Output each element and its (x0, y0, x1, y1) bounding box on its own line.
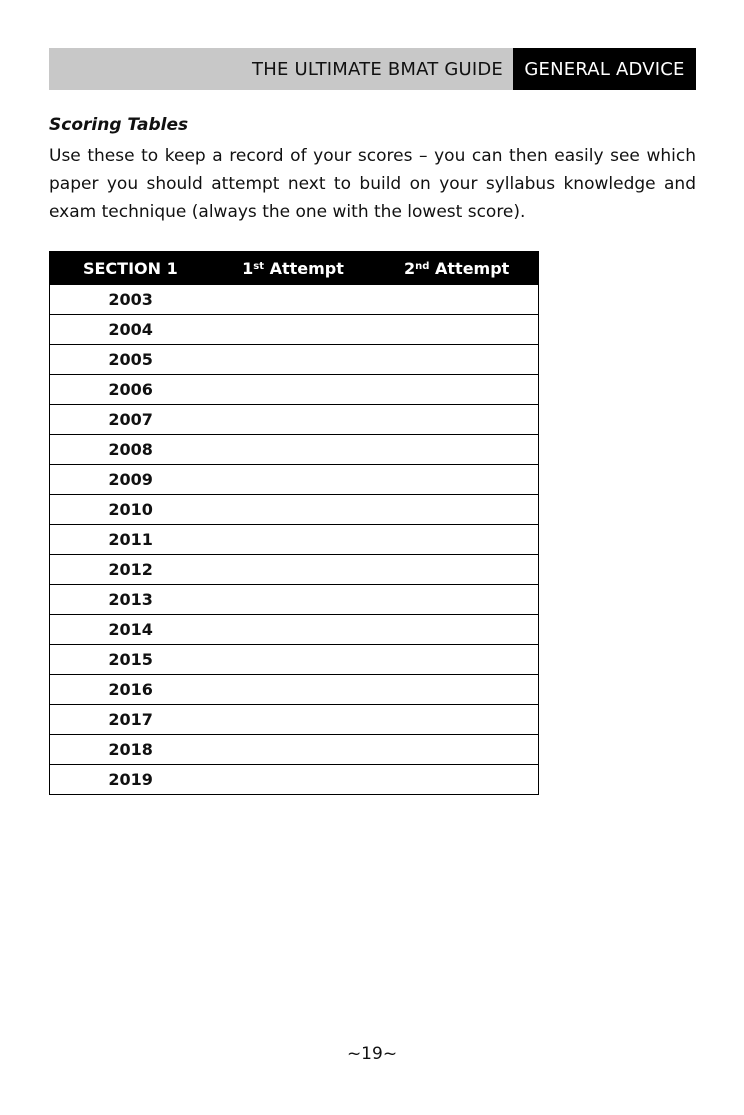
column-header-second-attempt (375, 252, 539, 285)
table-body (50, 285, 539, 795)
second-attempt-suffix: nd (415, 260, 430, 272)
second-attempt-score-cell (375, 765, 539, 795)
first-attempt-score-cell (211, 465, 375, 495)
first-attempt-score-cell (211, 645, 375, 675)
table-row (50, 375, 539, 405)
column-header-first-attempt (211, 252, 375, 285)
first-attempt-score-cell (211, 735, 375, 765)
table-row (50, 285, 539, 315)
second-attempt-word: Attempt (435, 258, 510, 278)
second-attempt-score-cell (375, 315, 539, 345)
second-attempt-score-cell (375, 615, 539, 645)
first-attempt-word: Attempt (269, 258, 344, 278)
first-attempt-score-cell (211, 765, 375, 795)
year-cell: 2011 (50, 525, 212, 555)
table-row (50, 405, 539, 435)
table-row (50, 615, 539, 645)
first-attempt-score-cell (211, 435, 375, 465)
year-cell: 2007 (50, 405, 212, 435)
first-attempt-score-cell (211, 585, 375, 615)
table-row (50, 345, 539, 375)
table-row (50, 315, 539, 345)
table-row (50, 585, 539, 615)
table-row (50, 435, 539, 465)
table-header-row (50, 252, 539, 285)
year-cell: 2010 (50, 495, 212, 525)
first-attempt-number: 1 (242, 258, 254, 278)
first-attempt-score-cell (211, 675, 375, 705)
year-cell: 2003 (50, 285, 212, 315)
table-row (50, 645, 539, 675)
second-attempt-score-cell (375, 435, 539, 465)
year-cell: 2015 (50, 645, 212, 675)
scoring-table (49, 251, 539, 795)
year-cell: 2008 (50, 435, 212, 465)
second-attempt-score-cell (375, 285, 539, 315)
year-cell: 2017 (50, 705, 212, 735)
year-cell: 2014 (50, 615, 212, 645)
table-row (50, 465, 539, 495)
second-attempt-score-cell (375, 525, 539, 555)
second-attempt-score-cell (375, 345, 539, 375)
table-row (50, 525, 539, 555)
intro-paragraph: Use these to keep a record of your scores – you can then easily see which paper you should attempt next to build on your syllabus knowledge and exam technique (always the one with the lowest score). (49, 146, 696, 222)
column-header-section: SECTION 1 (50, 252, 212, 285)
first-attempt-suffix: st (253, 260, 265, 272)
first-attempt-score-cell (211, 345, 375, 375)
first-attempt-score-cell (211, 315, 375, 345)
second-attempt-score-cell (375, 375, 539, 405)
first-attempt-score-cell (211, 525, 375, 555)
first-attempt-score-cell (211, 405, 375, 435)
first-attempt-score-cell (211, 285, 375, 315)
year-cell: 2013 (50, 585, 212, 615)
second-attempt-score-cell (375, 705, 539, 735)
book-title: THE ULTIMATE BMAT GUIDE (252, 58, 503, 80)
first-attempt-score-cell (211, 705, 375, 735)
table-row (50, 675, 539, 705)
table-row (50, 735, 539, 765)
first-attempt-score-cell (211, 555, 375, 585)
table-row (50, 705, 539, 735)
year-cell: 2012 (50, 555, 212, 585)
year-cell: 2004 (50, 315, 212, 345)
year-cell: 2009 (50, 465, 212, 495)
running-header (49, 48, 696, 90)
first-attempt-score-cell (211, 615, 375, 645)
second-attempt-score-cell (375, 735, 539, 765)
year-cell: 2006 (50, 375, 212, 405)
second-attempt-score-cell (375, 645, 539, 675)
year-cell: 2016 (50, 675, 212, 705)
second-attempt-score-cell (375, 405, 539, 435)
table-row (50, 765, 539, 795)
year-cell: 2019 (50, 765, 212, 795)
second-attempt-score-cell (375, 465, 539, 495)
page-number: ~19~ (346, 1044, 398, 1064)
second-attempt-score-cell (375, 585, 539, 615)
year-cell: 2005 (50, 345, 212, 375)
table-row (50, 495, 539, 525)
first-attempt-score-cell (211, 495, 375, 525)
section-heading: Scoring Tables (49, 115, 189, 135)
year-cell: 2018 (50, 735, 212, 765)
table-row (50, 555, 539, 585)
second-attempt-score-cell (375, 675, 539, 705)
second-attempt-score-cell (375, 495, 539, 525)
second-attempt-number: 2 (404, 258, 416, 278)
second-attempt-score-cell (375, 555, 539, 585)
first-attempt-score-cell (211, 375, 375, 405)
chapter-label: GENERAL ADVICE (513, 48, 696, 90)
